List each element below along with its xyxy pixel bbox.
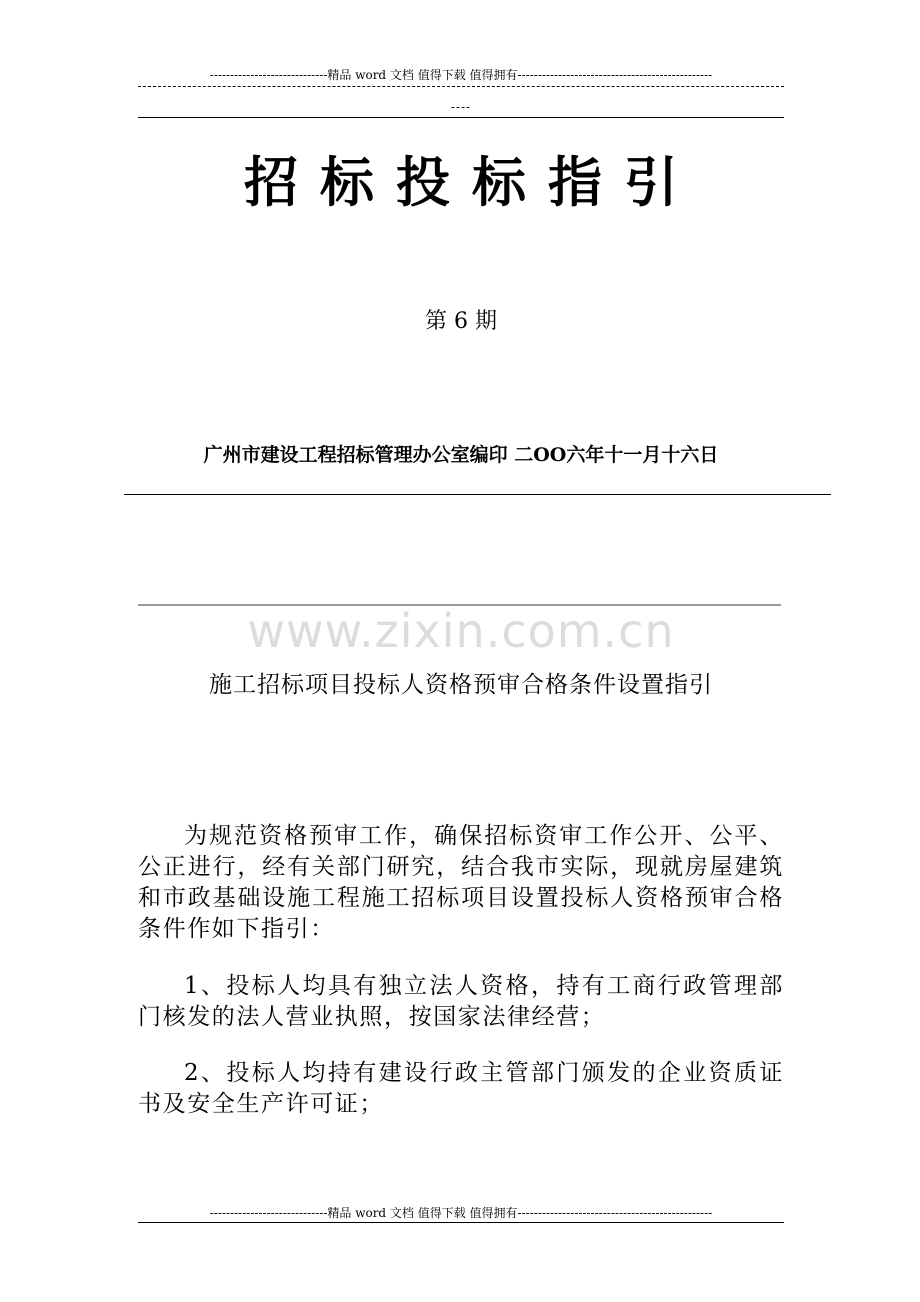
list-item-2: 2、投标人均持有建设行政主管部门颁发的企业资质证书及安全生产许可证；: [138, 1060, 784, 1117]
footer-banner: -----------------------------精品 word 文档 值得下载 值得拥有------------------------------------------------: [209, 1206, 713, 1220]
header-rule: [138, 117, 784, 118]
header-dash-line: [138, 86, 784, 89]
cover-title: 招标投标指引: [244, 151, 700, 214]
list-item-1: 1、投标人均具有独立法人资格，持有工商行政管理部门核发的法人营业执照，按国家法律经营；: [138, 973, 784, 1030]
header-dash-tail: ----: [450, 100, 472, 114]
header-banner: -----------------------------精品 word 文档 值得下载 值得拥有------------------------------------------------: [209, 68, 713, 82]
issue-number: 第 6 期: [425, 309, 497, 334]
publisher-line: 广州市建设工程招标管理办公室编印 二OO六年十一月十六日: [203, 444, 719, 466]
footer-rule: [138, 1222, 784, 1223]
section-divider: [124, 494, 831, 495]
intro-paragraph: 为规范资格预审工作，确保招标资审工作公开、公平、公正进行，经有关部门研究，结合我市实际，现就房屋建筑和市政基础设施工程施工招标项目设置投标人资格预审合格条件作如下指引：: [138, 823, 784, 942]
watermark: www.zixin.com.cn: [247, 604, 675, 658]
article-title: 施工招标项目投标人资格预审合格条件设置指引: [209, 672, 713, 698]
